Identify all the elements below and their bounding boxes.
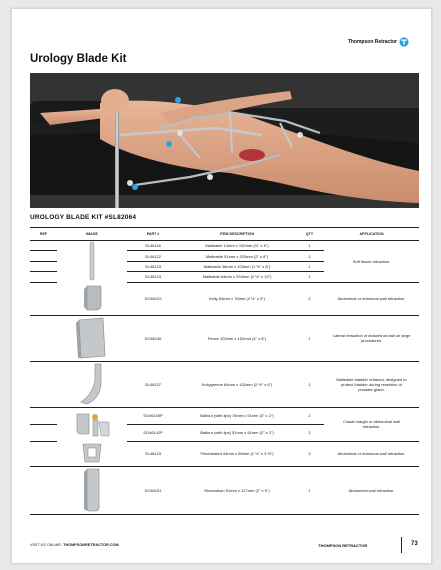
ref-cell [30,315,57,361]
table-row [30,315,419,361]
item-description: Fence 102mm x 152mm (4" x 6") [179,315,295,361]
item-description: Malleable 13mm x 152mm (½" x 6") [179,241,295,251]
application-text: Abdominal wall retraction. [324,467,419,515]
ref-cell [30,407,57,424]
item-description: Richardson 51mm x 127mm (2" x 5") [179,467,295,515]
quantity: 1 [295,361,324,407]
item-description: Fenestrated 44mm x 89mm (1 ¾" x 3 ½") [179,441,295,467]
footer-visit-label: VISIT US ONLINE: [30,543,63,547]
ref-cell [30,241,57,251]
ref-cell [30,424,57,441]
kelly-blade-image [57,283,127,313]
table-row [30,467,419,515]
quantity: 1 [295,315,324,361]
item-description: Malleable 38mm x 203mm (1 ½" x 8") [179,261,295,271]
image-cell [57,282,127,315]
part-number: SO46129 [127,282,179,315]
header-ref: REF [30,228,57,241]
table-row [30,441,419,467]
quantity: 1 [295,272,324,282]
ref-cell [30,467,57,515]
fenestrated-blade-image [57,441,127,465]
header-description: ITEM DESCRIPTION [179,228,295,241]
ref-cell [30,272,57,282]
image-cell [57,361,127,407]
part-number: SO46151 [127,467,179,515]
ref-cell [30,441,57,467]
fence-blade-image [57,316,127,360]
item-description: Hollygreeve 64mm x 152mm (2 ½" x 6") [179,361,295,407]
ref-cell [30,361,57,407]
item-description: Balfour (with lips) 76mm x 51mm (3" x 2") [179,407,295,424]
part-number: SL46122 [127,251,179,261]
table-row [30,361,419,407]
part-number: SL46124 [127,272,179,282]
footer-url-link[interactable]: THOMPSONRETRACTOR.COM [63,543,119,547]
image-cell [57,441,127,467]
image-cell [57,241,127,283]
image-cell [57,315,127,361]
hollygreeve-blade-image [57,362,127,406]
application-text: Abdominal or incisional wall retraction. [324,282,419,315]
kit-table [30,227,419,515]
part-number: SL46143 [127,441,179,467]
ref-cell [30,261,57,271]
application-text: Malleable bladder retractor, designed to protect bladder during resection of prostate gland. [324,361,419,407]
application-text: Costal margin or abdominal wall retraction. [324,407,419,441]
header-image: IMAGE [57,228,127,241]
table-row [30,282,419,315]
tr-logo-icon [399,37,409,47]
image-cell [57,407,127,441]
table-row [30,241,419,251]
application-text: Lateral retraction of abdominal wall on large procedures. [324,315,419,361]
header-qty: QTY [295,228,324,241]
ref-cell [30,282,57,315]
brand-name: Thompson Retractor [347,39,397,45]
quantity: 1 [295,261,324,271]
surgical-setup-image [30,73,419,208]
item-description: Malleable 51mm x 203mm (2" x 8") [179,251,295,261]
application-text: Abdominal or incisional wall retraction. [324,441,419,467]
part-number: SL46137 [127,361,179,407]
catalog-page [11,8,432,564]
quantity: 2 [295,424,324,441]
quantity: 1 [295,241,324,251]
application-text: Soft tissue retraction. [324,241,419,283]
item-description: Kelly 64mm x 76mm (2 ½" x 3") [179,282,295,315]
footer-brand: THOMPSON RETRACTOR [318,543,368,548]
part-number: SO46142P [127,424,179,441]
richardson-blade-image [57,467,127,513]
table-header-row [30,228,419,241]
footer-divider [401,537,402,553]
quantity: 2 [295,441,324,467]
quantity: 1 [295,467,324,515]
quantity: 1 [295,251,324,261]
balfour-blade-image [57,408,127,440]
page-number: 73 [411,541,418,547]
part-number: SL46123 [127,261,179,271]
item-description: Malleable 64mm x 254mm (2 ½" x 10") [179,272,295,282]
table-row [30,407,419,424]
malleable-blade-image [57,241,127,281]
part-number: SO46140P [127,407,179,424]
header-part: PART # [127,228,179,241]
image-cell [57,467,127,515]
page-title: Urology Blade Kit [30,53,127,65]
part-number: SO46136 [127,315,179,361]
part-number: SL46116 [127,241,179,251]
item-description: Balfour (with lips) 51mm x 51mm (2" x 2") [179,424,295,441]
brand-logo [348,37,409,47]
quantity: 2 [295,282,324,315]
kit-title: UROLOGY BLADE KIT #SL82064 [30,214,137,221]
quantity: 2 [295,407,324,424]
header-application: APPLICATION [324,228,419,241]
footer-visit [30,543,119,547]
ref-cell [30,251,57,261]
